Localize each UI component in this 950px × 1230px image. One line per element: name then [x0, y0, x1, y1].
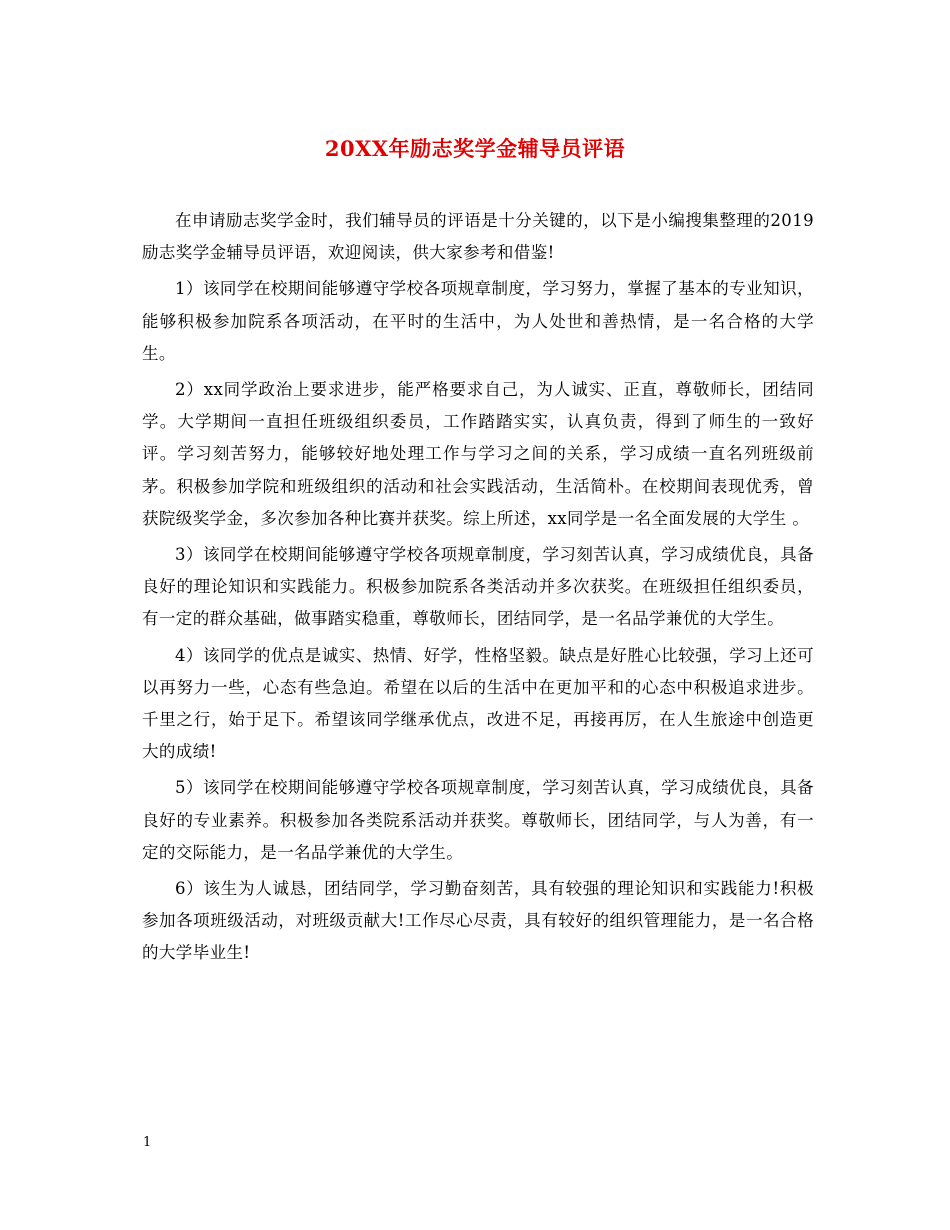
comment-paragraph-6: 6）该生为人诚恳，团结同学，学习勤奋刻苦，具有较强的理论知识和实践能力!积极参加各项班级活动，对班级贡献大!工作尽心尽责，具有较好的组织管理能力，是一名合格的大学毕业生! — [142, 879, 814, 963]
comment-paragraph-5: 5）该同学在校期间能够遵守学校各项规章制度，学习刻苦认真，学习成绩优良，具备良好的专业素养。积极参加各类院系活动并获奖。尊敬师长，团结同学，与人为善，有一定的交际能力，是一名品学兼优的大学生。 — [142, 778, 814, 862]
comment-paragraph-3: 3）该同学在校期间能够遵守学校各项规章制度，学习刻苦认真，学习成绩优良，具备良好的理论知识和实践能力。积极参加院系各类活动并多次获奖。在班级担任组织委员，有一定的群众基础，做事踏实稳重，尊敬师长，团结同学，是一名品学兼优的大学生。 — [142, 545, 814, 629]
document-body — [142, 205, 814, 974]
comment-paragraph-4: 4）该同学的优点是诚实、热情、好学，性格坚毅。缺点是好胜心比较强，学习上还可以再努力一些，心态有些急迫。希望在以后的生活中在更加平和的心态中积极追求进步。千里之行，始于足下。希望该同学继承优点，改进不足，再接再厉，在人生旅途中创造更大的成绩! — [142, 645, 814, 762]
document-title: 20XX年励志奖学金辅导员评语 — [324, 136, 626, 161]
page-number: 1 — [143, 1135, 152, 1150]
comment-paragraph-1: 1）该同学在校期间能够遵守学校各项规章制度，学习努力，掌握了基本的专业知识，能够积极参加院系各项活动，在平时的生活中，为人处世和善热情，是一名合格的大学生。 — [142, 279, 814, 363]
comment-paragraph-2: 2）xx同学政治上要求进步，能严格要求自己，为人诚实、正直，尊敬师长，团结同学。大学期间一直担任班级组织委员，工作踏踏实实，认真负责，得到了师生的一致好评。学习刻苦努力，能够较好地处理工作与学习之间的关系，学习成绩一直名列班级前茅。积极参加学院和班级组织的活动和社会实践活动，生活简朴。在校期间表现优秀，曾获院级奖学金，多次参加各种比赛并获奖。综上所述，xx同学是一名全面发展的大学生 。 — [142, 380, 814, 528]
intro-paragraph: 在申请励志奖学金时，我们辅导员的评语是十分关键的，以下是小编搜集整理的2019励志奖学金辅导员评语，欢迎阅读，供大家参考和借鉴! — [142, 211, 814, 263]
